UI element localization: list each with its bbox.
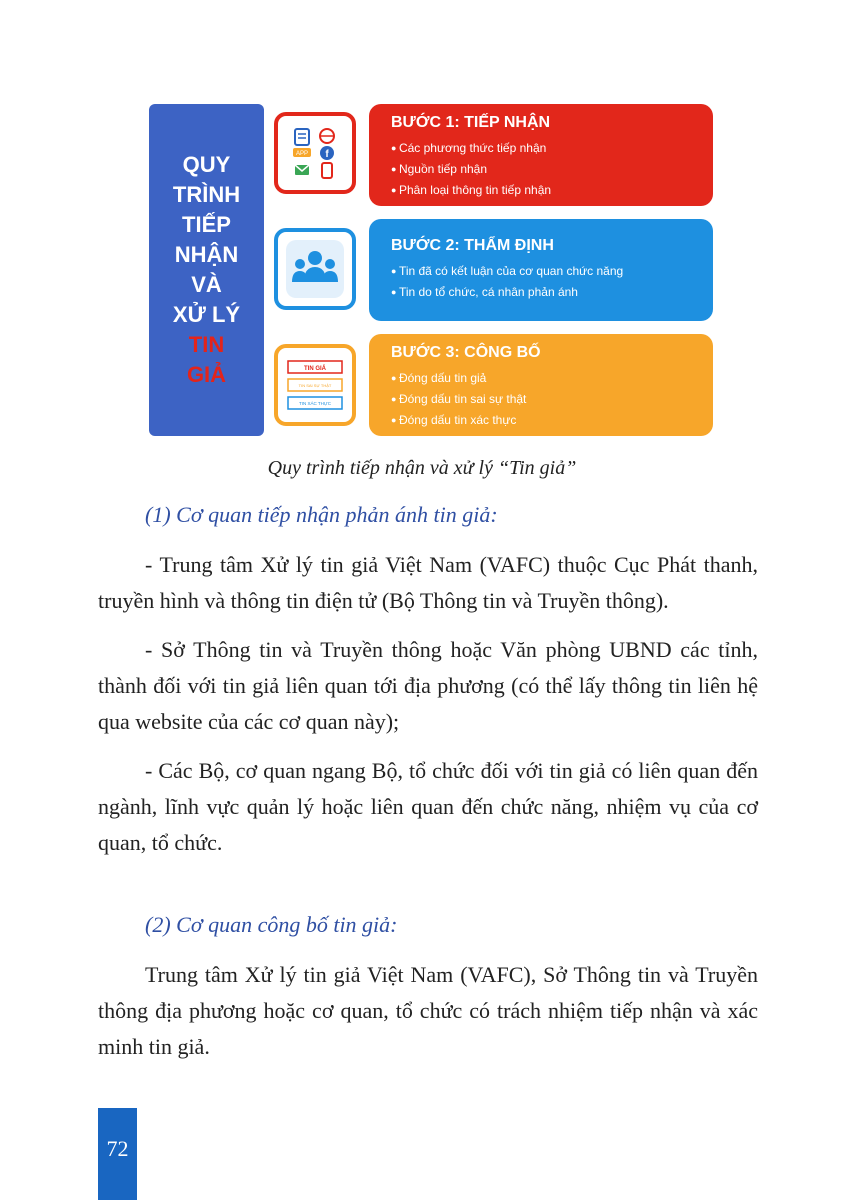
stamp-label: TIN SAI SỰ THẬT bbox=[298, 383, 332, 388]
paragraph: - Sở Thông tin và Truyền thông hoặc Văn phòng UBND các tỉnh, thành đối với tin giả liên quan tới địa phương (có thể lấy thông tin liên hệ qua website của các cơ quan này); bbox=[98, 637, 758, 734]
section-1-body bbox=[98, 547, 758, 861]
page-number: 72 bbox=[98, 1108, 137, 1200]
section-2-body bbox=[98, 957, 758, 1065]
step-items bbox=[391, 368, 691, 431]
title-line-red: TIN bbox=[188, 332, 225, 357]
step-item: ● Phân loại thông tin tiếp nhận bbox=[391, 180, 691, 201]
step-2-card bbox=[369, 219, 713, 321]
paragraph: - Trung tâm Xử lý tin giả Việt Nam (VAFC) thuộc Cục Phát thanh, truyền hình và thông tin điện tử (Bộ Thông tin và Truyền thông). bbox=[98, 552, 758, 613]
paragraph: - Các Bộ, cơ quan ngang Bộ, tổ chức đối với tin giả có liên quan đến ngành, lĩnh vực quản lý hoặc liên quan đến chức năng, nhiệm vụ của cơ quan, tổ chức. bbox=[98, 758, 758, 855]
section-2-heading: (2) Cơ quan công bố tin giả: bbox=[145, 912, 398, 937]
section-1-heading: (1) Cơ quan tiếp nhận phản ánh tin giả: bbox=[145, 502, 498, 527]
svg-text:f: f bbox=[325, 149, 329, 160]
step-title: BƯỚC 3: CÔNG BỐ bbox=[391, 344, 541, 361]
step-item: ● Các phương thức tiếp nhận bbox=[391, 138, 691, 159]
communication-channels-icon bbox=[274, 112, 356, 194]
app-label: APP bbox=[295, 151, 309, 157]
step-item: ● Tin do tổ chức, cá nhân phản ánh bbox=[391, 282, 691, 303]
title-line: NHẬN bbox=[174, 242, 239, 267]
step-item: ● Đóng dấu tin sai sự thật bbox=[391, 389, 691, 410]
process-title-panel bbox=[149, 104, 264, 436]
title-line: QUY bbox=[182, 152, 231, 177]
process-infographic bbox=[146, 100, 716, 440]
step-title: BƯỚC 1: TIẾP NHẬN bbox=[391, 114, 551, 131]
stamp-label: TIN GIẢ bbox=[304, 366, 326, 372]
step-3-card bbox=[369, 334, 713, 436]
title-line: TRÌNH bbox=[172, 182, 241, 207]
title-line: TIẾP bbox=[182, 212, 231, 237]
title-line: VÀ bbox=[191, 272, 222, 297]
step-title: BƯỚC 2: THẨM ĐỊNH bbox=[391, 237, 554, 254]
step-items bbox=[391, 138, 691, 201]
title-line-red: GIẢ bbox=[186, 362, 227, 387]
paragraph: Trung tâm Xử lý tin giả Việt Nam (VAFC), Sở Thông tin và Truyền thông địa phương hoặc cơ quan, tổ chức có trách nhiệm tiếp nhận và xác minh tin giả. bbox=[98, 962, 758, 1059]
step-item: ● Đóng dấu tin giả bbox=[391, 368, 691, 389]
stamp-icon bbox=[274, 344, 356, 426]
step-item: ● Tin đã có kết luận của cơ quan chức năng bbox=[391, 261, 691, 282]
step-item: ● Nguồn tiếp nhận bbox=[391, 159, 691, 180]
step-items bbox=[391, 261, 691, 303]
title-line: XỬ LÝ bbox=[172, 302, 241, 327]
team-icon bbox=[274, 228, 356, 310]
step-item: ● Đóng dấu tin xác thực bbox=[391, 410, 691, 431]
step-1-card bbox=[369, 104, 713, 206]
figure-caption: Quy trình tiếp nhận và xử lý “Tin giả” bbox=[267, 457, 577, 479]
stamp-label: TIN XÁC THỰC bbox=[298, 401, 332, 406]
